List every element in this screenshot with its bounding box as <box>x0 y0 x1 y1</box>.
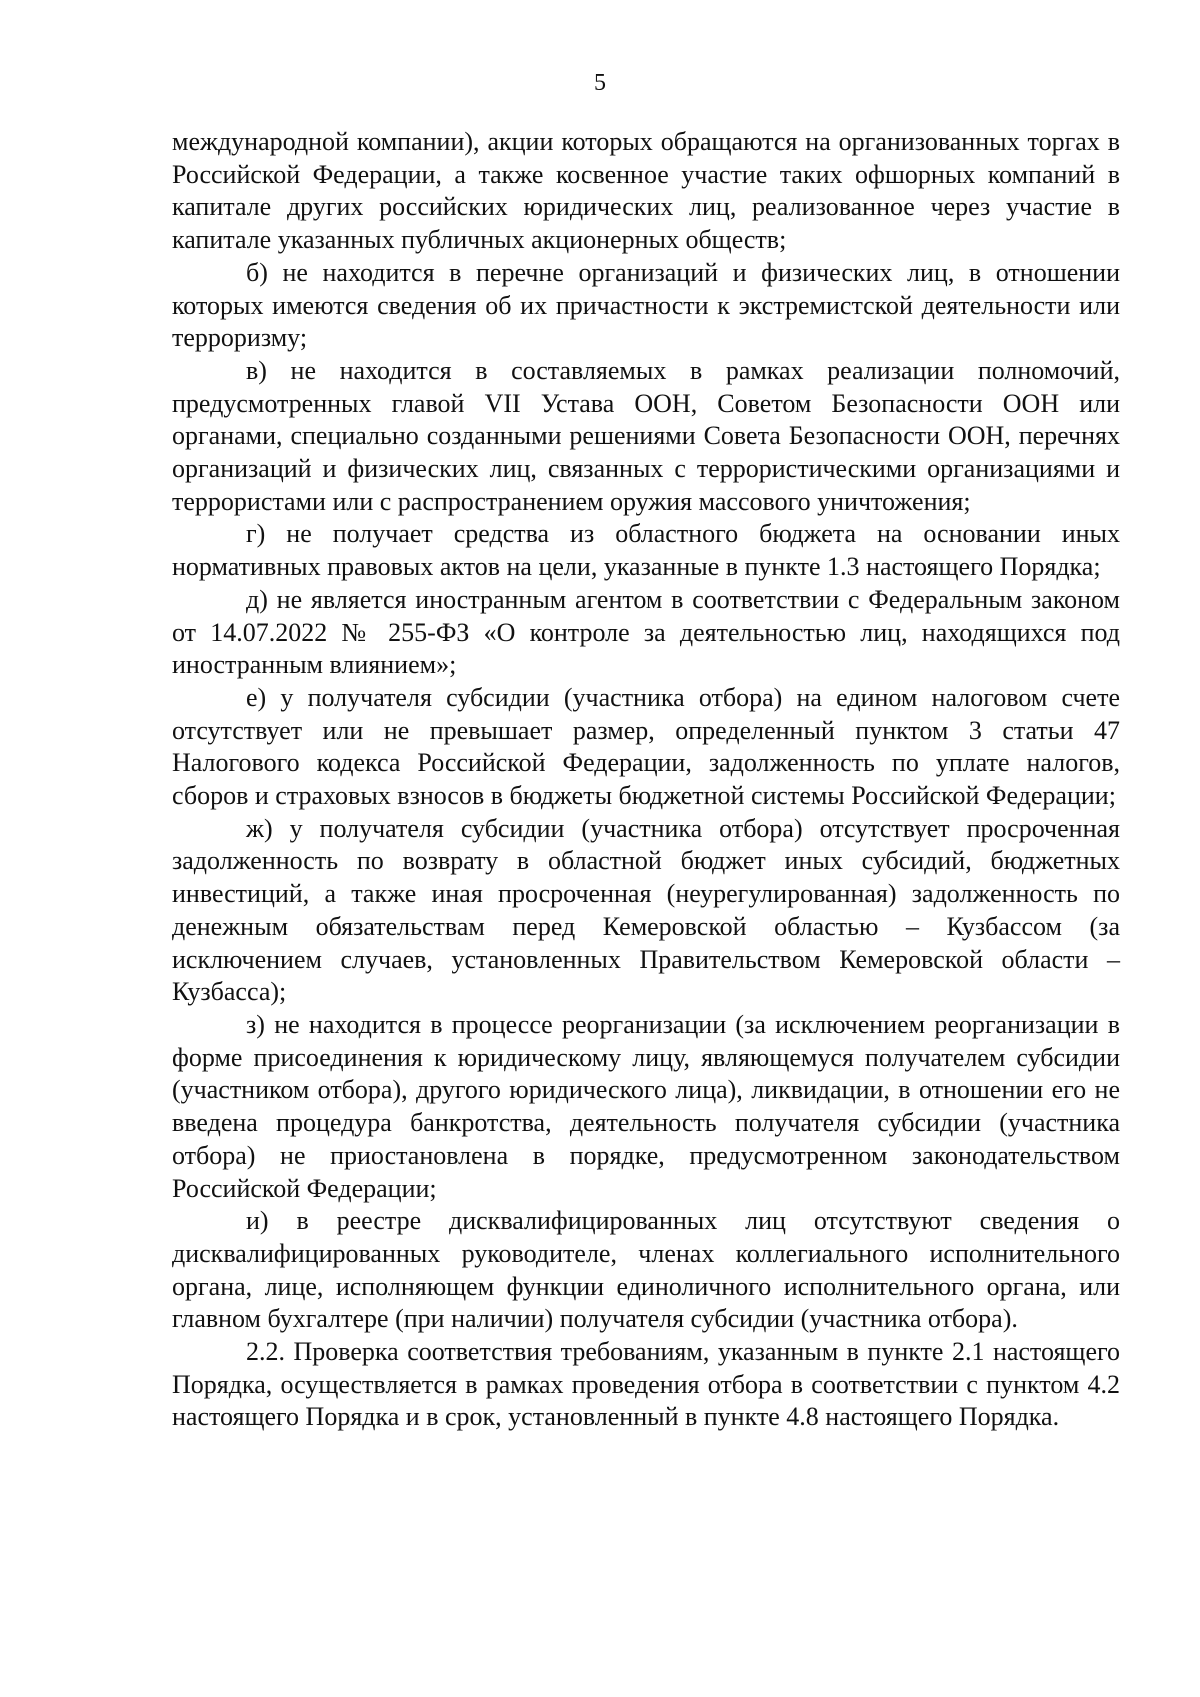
paragraph-item-z: з) не находится в процессе реорганизации (за исключением реорганизации в форме присоединения к юридическому лицу, являющемуся получателем субсидии (участником отбора), другого юридического лица), ликвидации, в отношении его не введена процедура банкротства, деятельность получателя субсидии (участника отбора) не приостановлена в порядке, предусмотренном законодательством Российской Федерации; <box>172 1009 1120 1203</box>
paragraph-item-g: г) не получает средства из областного бюджета на основании иных нормативных правовых актов на цели, указанные в пункте 1.3 настоящего Порядка; <box>172 519 1120 582</box>
paragraph-item-d: д) не является иностранным агентом в соответствии с Федеральным законом от 14.07.2022 № 255-ФЗ «О контроле за деятельностью лиц, находящихся под иностранным влиянием»; <box>172 584 1120 680</box>
paragraph-item-b: б) не находится в перечне организаций и физических лиц, в отношении которых имеются сведения об их причастности к экстремистской деятельности или терроризму; <box>172 257 1120 353</box>
paragraph-item-i: и) в реестре дисквалифицированных лиц отсутствуют сведения о дисквалифицированных руководителе, членах коллегиального исполнительного органа, лице, исполняющем функции единоличного исполнительного органа, или главном бухгалтере (при наличии) получателя субсидии (участника отбора). <box>172 1206 1120 1334</box>
paragraph-item-e: е) у получателя субсидии (участника отбора) на едином налоговом счете отсутствует или не превышает размер, определенный пунктом 3 статьи 47 Налогового кодекса Российской Федерации, задолженность по уплате налогов, сборов и страховых взносов в бюджеты бюджетной системы Российской Федерации; <box>172 682 1120 811</box>
paragraph-section-2-2: 2.2. Проверка соответствия требованиям, указанным в пункте 2.1 настоящего Порядка, осуществляется в рамках проведения отбора в соответствии с пунктом 4.2 настоящего Порядка и в срок, установленный в пункте 4.8 настоящего Порядка. <box>172 1337 1120 1432</box>
paragraph-continuation: международной компании), акции которых обращаются на организованных торгах в Российской Федерации, а также косвенное участие таких офшорных компаний в капитале других российских юридических лиц, реализованное через участие в капитале указанных публичных акционерных обществ; <box>172 127 1120 255</box>
paragraph-item-v: в) не находится в составляемых в рамках реализации полномочий, предусмотренных главой VII Устава ООН, Советом Безопасности ООН или органами, специально созданными решениями Совета Безопасности ООН, перечнях организаций и физических лиц, связанных с террористическими организациями и террористами или с распространением оружия массового уничтожения; <box>172 355 1120 516</box>
document-body <box>172 126 1120 1434</box>
paragraph-item-zh: ж) у получателя субсидии (участника отбора) отсутствует просроченная задолженность по возврату в областной бюджет иных субсидий, бюджетных инвестиций, а также иная просроченная (неурегулированная) задолженность по денежным обязательствам перед Кемеровской областью – Кузбассом (за исключением случаев, установленных Правительством Кемеровской области – Кузбасса); <box>172 813 1120 1007</box>
page-number: 5 <box>594 70 606 96</box>
